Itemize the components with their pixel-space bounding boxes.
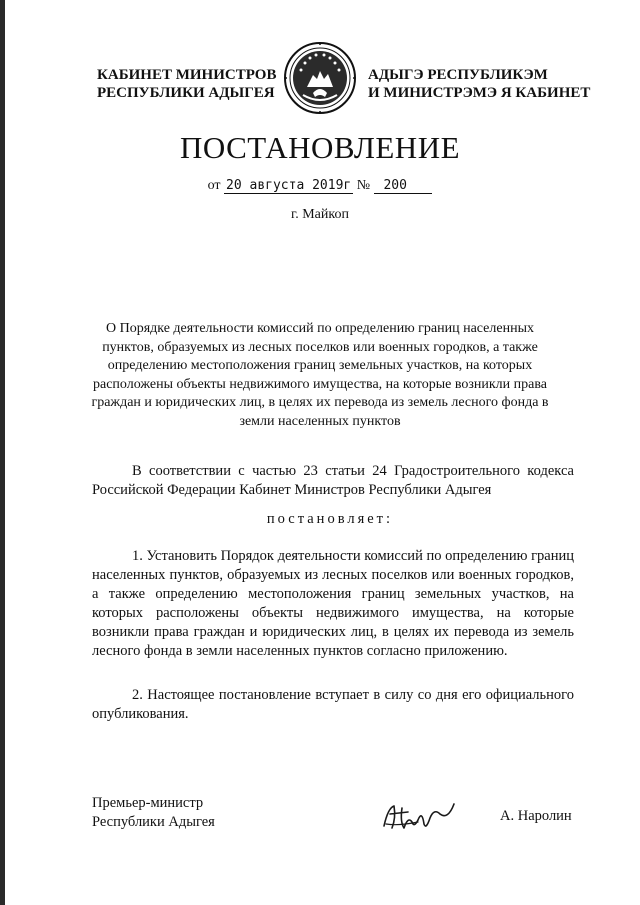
subject: О Порядке деятельности комиссий по определению границ населенных пунктов, образуемых из лесных поселков или военных городков, а также определению местоположения границ земельных участков, на которых расположены объекты недвижимого имущества, на которые возникли права граждан и юридических лиц, в целях их перевода из земель лесного фонда в земли населенных пунктов xyxy=(91,321,549,429)
number-label: № xyxy=(356,178,371,193)
preamble: В соответствии с частью 23 статьи 24 Градостроительного кодекса Российской Федерации Кабинет Министров Республики Адыгея xyxy=(92,463,574,498)
document-number xyxy=(374,178,433,194)
header-left xyxy=(97,66,276,102)
signatory-name: А. Наролин xyxy=(500,808,572,824)
signatory-position xyxy=(92,794,215,832)
header-right xyxy=(368,66,590,102)
resolves: постановляет: xyxy=(266,511,394,527)
item-1: 1. Установить Порядок деятельности комиссий по определению границ населенных пунктов, образуемых из лесных поселков или военных городков, а также определению местоположения границ земельных участков, на которых расположены объекты недвижимого имущества, на которые возникли права граждан и юридических лиц, в целях их перевода из земель лесного фонда в земли населенных пунктов согласно приложению. xyxy=(92,548,574,659)
handwritten-signature xyxy=(378,796,478,836)
city: г. Майкоп xyxy=(291,207,349,222)
header-right-line2: И МИНИСТРЭМЭ Я КАБИНЕТ xyxy=(368,85,591,101)
document-date: 20 августа 2019г xyxy=(226,178,352,193)
signatory-position-line1: Премьер-министр xyxy=(92,795,204,811)
signatory-position-line2: Республики Адыгея xyxy=(92,814,215,830)
date-from-label: от xyxy=(207,178,221,193)
header-left-line1: КАБИНЕТ МИНИСТРОВ xyxy=(97,67,277,83)
header-left-line2: РЕСПУБЛИКИ АДЫГЕЯ xyxy=(97,85,275,101)
item-2: 2. Настоящее постановление вступает в силу со дня его официального опубликования. xyxy=(92,687,574,722)
document-title: ПОСТАНОВЛЕНИЕ xyxy=(179,130,461,165)
coat-of-arms-icon xyxy=(283,41,357,115)
header-right-line1: АДЫГЭ РЕСПУБЛИКЭМ xyxy=(368,67,548,83)
document-number-value: 200 xyxy=(383,178,407,193)
dateline xyxy=(0,178,640,194)
